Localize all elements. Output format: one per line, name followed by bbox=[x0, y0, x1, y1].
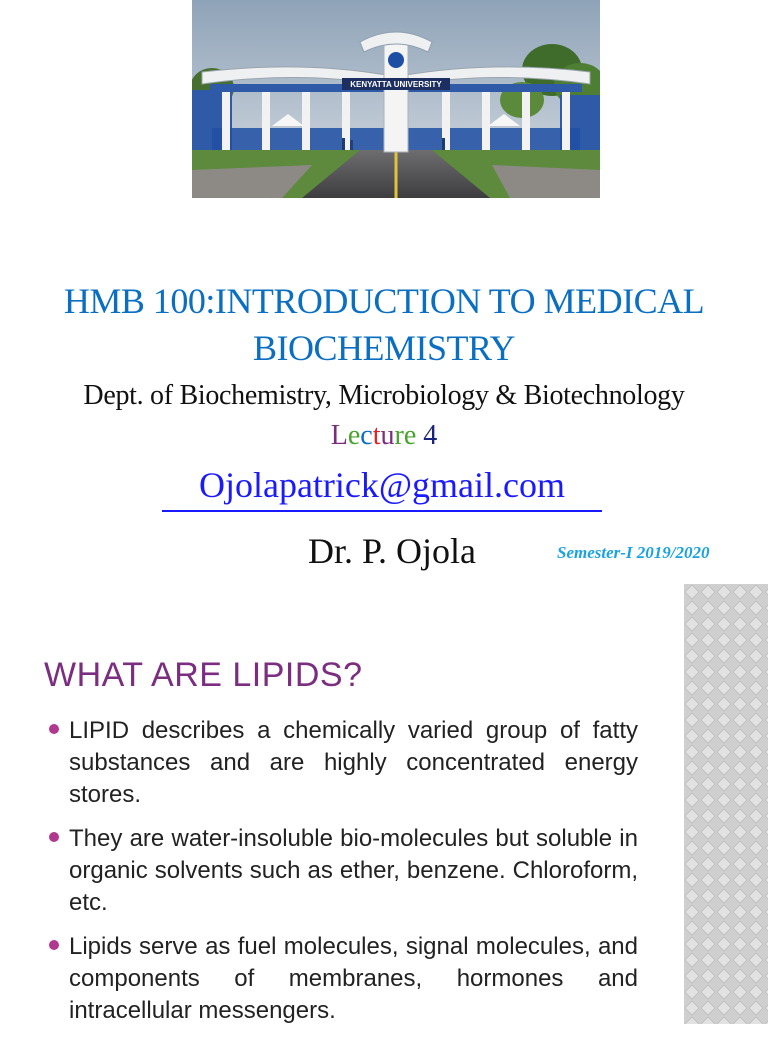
bullet-icon bbox=[49, 940, 59, 950]
lecture-letter: c bbox=[360, 420, 373, 451]
content-slide bbox=[0, 584, 768, 1024]
lecture-letter: L bbox=[330, 420, 348, 451]
lecture-letter: u bbox=[380, 420, 395, 451]
list-item bbox=[44, 715, 638, 811]
email-link[interactable]: Ojolapatrick@gmail.com bbox=[162, 464, 602, 512]
lecture-letter bbox=[416, 420, 423, 452]
course-title-line2: BIOCHEMISTRY bbox=[252, 327, 516, 368]
author-name: Dr. P. Ojola bbox=[308, 531, 477, 571]
course-title-line1: HMB 100:INTRODUCTION TO MEDICAL bbox=[63, 281, 705, 321]
semester-label: Semester-I 2019/2020 bbox=[557, 543, 710, 562]
course-title bbox=[0, 278, 768, 372]
slide-heading: WHAT ARE LIPIDS? bbox=[44, 656, 363, 694]
list-item bbox=[44, 931, 638, 1027]
bullet-text: LIPID describes a chemically varied group of fatty substances and are highly concentrated energy stores. bbox=[69, 717, 638, 808]
bullet-text: They are water-insoluble bio-molecules but soluble in organic solvents such as ether, benzene. Chloroform, etc. bbox=[69, 825, 638, 916]
list-item bbox=[44, 823, 638, 919]
decorative-pattern-strip bbox=[684, 584, 768, 1024]
bullet-icon bbox=[49, 832, 59, 842]
lecture-letter: 4 bbox=[423, 420, 438, 451]
lecture-letter: t bbox=[372, 420, 381, 451]
gate-sign-text: KENYATTA UNIVERSITY bbox=[350, 80, 442, 89]
bullet-icon bbox=[49, 724, 59, 734]
department-name: Dept. of Biochemistry, Microbiology & Biotechnology bbox=[83, 380, 685, 411]
gate-illustration bbox=[192, 0, 600, 198]
lecture-letter: r bbox=[394, 420, 404, 451]
university-gate-photo bbox=[192, 0, 600, 198]
lecture-number bbox=[0, 420, 768, 452]
lecture-letter: e bbox=[347, 420, 361, 451]
lecture-letter: e bbox=[403, 420, 417, 451]
bullet-text: Lipids serve as fuel molecules, signal molecules, and components of membranes, hormones and intracellular messengers. bbox=[69, 933, 638, 1024]
bullet-list bbox=[44, 715, 638, 1039]
